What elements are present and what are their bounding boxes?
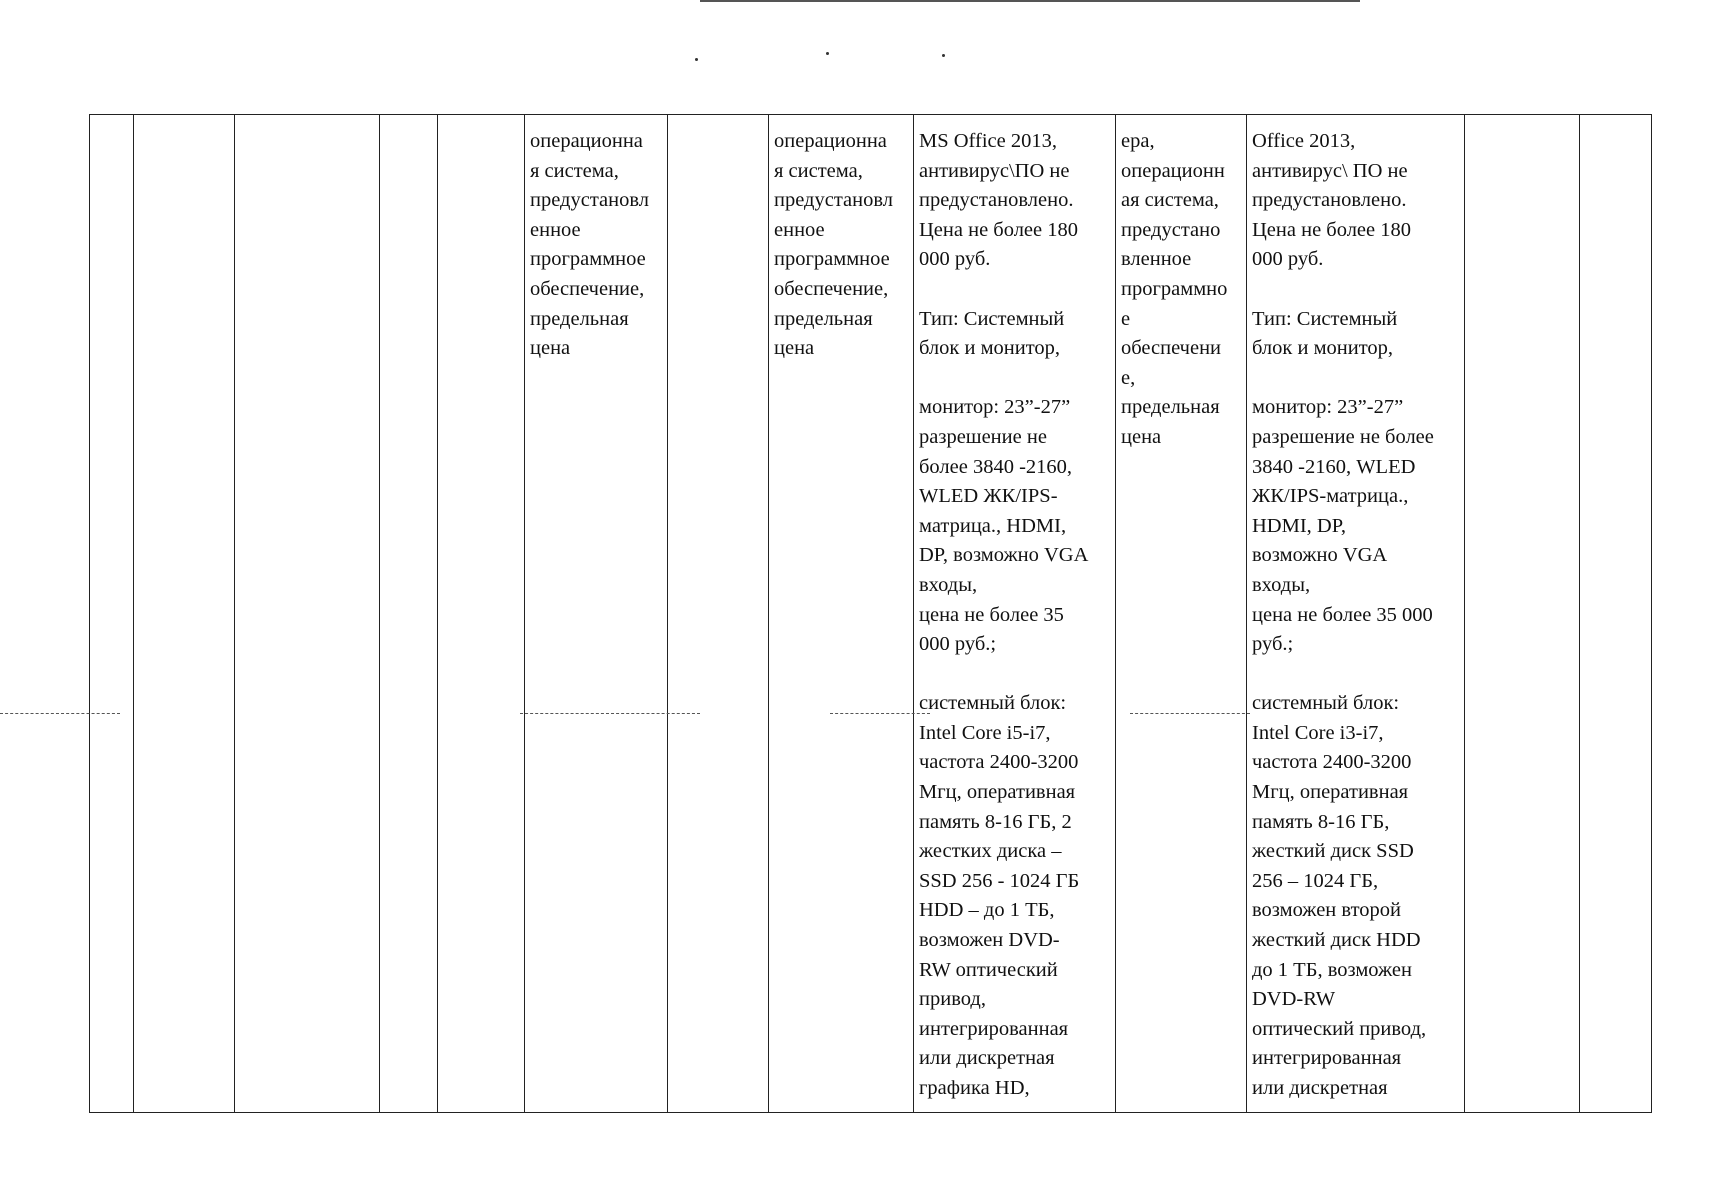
table-cell: Office 2013, антивирус\ ПО не предустановлено. Цена не более 180 000 руб. Тип: Системный блок и монитор, монитор: 23”-27” разрешение не более 3840 -2160, WLED ЖК/IPS-матрица., HDMI, DP, возможно VGA входы, цена не более 35 000 руб.; системный блок: Intel Core i3-i7, частота 2400-3200 Мгц, оперативная память 8-16 ГБ, жесткий диск SSD 256 – 1024 ГБ, возможен второй жесткий диск HDD до 1 ТБ, возможен DVD-RW оптический привод, интегрированная или дискретная <box>1247 115 1465 1113</box>
page-break-line <box>1130 713 1250 714</box>
procurement-spec-table <box>89 114 1652 1113</box>
scan-top-edge-line <box>700 0 1360 2</box>
table-cell: операционна я система, предустановл енное программное обеспечение, предельная цена <box>769 115 914 1113</box>
scan-speck <box>826 52 829 55</box>
table-cell: операционна я система, предустановл енное программное обеспечение, предельная цена <box>525 115 668 1113</box>
table-cell <box>134 115 235 1113</box>
table-cell <box>438 115 525 1113</box>
table-cell: MS Office 2013, антивирус\ПО не предустановлено. Цена не более 180 000 руб. Тип: Системный блок и монитор, монитор: 23”-27” разрешение не более 3840 -2160, WLED ЖК/IPS- матрица., HDMI, DP, возможно VGA входы, цена не более 35 000 руб.; системный блок: Intel Core i5-i7, частота 2400-3200 Мгц, оперативная память 8-16 ГБ, 2 жестких диска – SSD 256 - 1024 ГБ HDD – до 1 ТБ, возможен DVD- RW оптический привод, интегрированная или дискретная графика HD, <box>914 115 1116 1113</box>
table-cell <box>90 115 134 1113</box>
page-break-line <box>830 713 930 714</box>
table-cell <box>1465 115 1580 1113</box>
table-row <box>90 115 1652 1113</box>
table-cell: ера, операционн ая система, предустано вленное программно е обеспечени е, предельная цена <box>1116 115 1247 1113</box>
page-break-line <box>0 713 120 714</box>
page-break-line <box>520 713 700 714</box>
table-cell <box>235 115 380 1113</box>
table-cell <box>1580 115 1652 1113</box>
table-cell <box>380 115 438 1113</box>
table-cell <box>668 115 769 1113</box>
scan-speck <box>942 54 945 57</box>
scan-speck <box>695 58 698 61</box>
